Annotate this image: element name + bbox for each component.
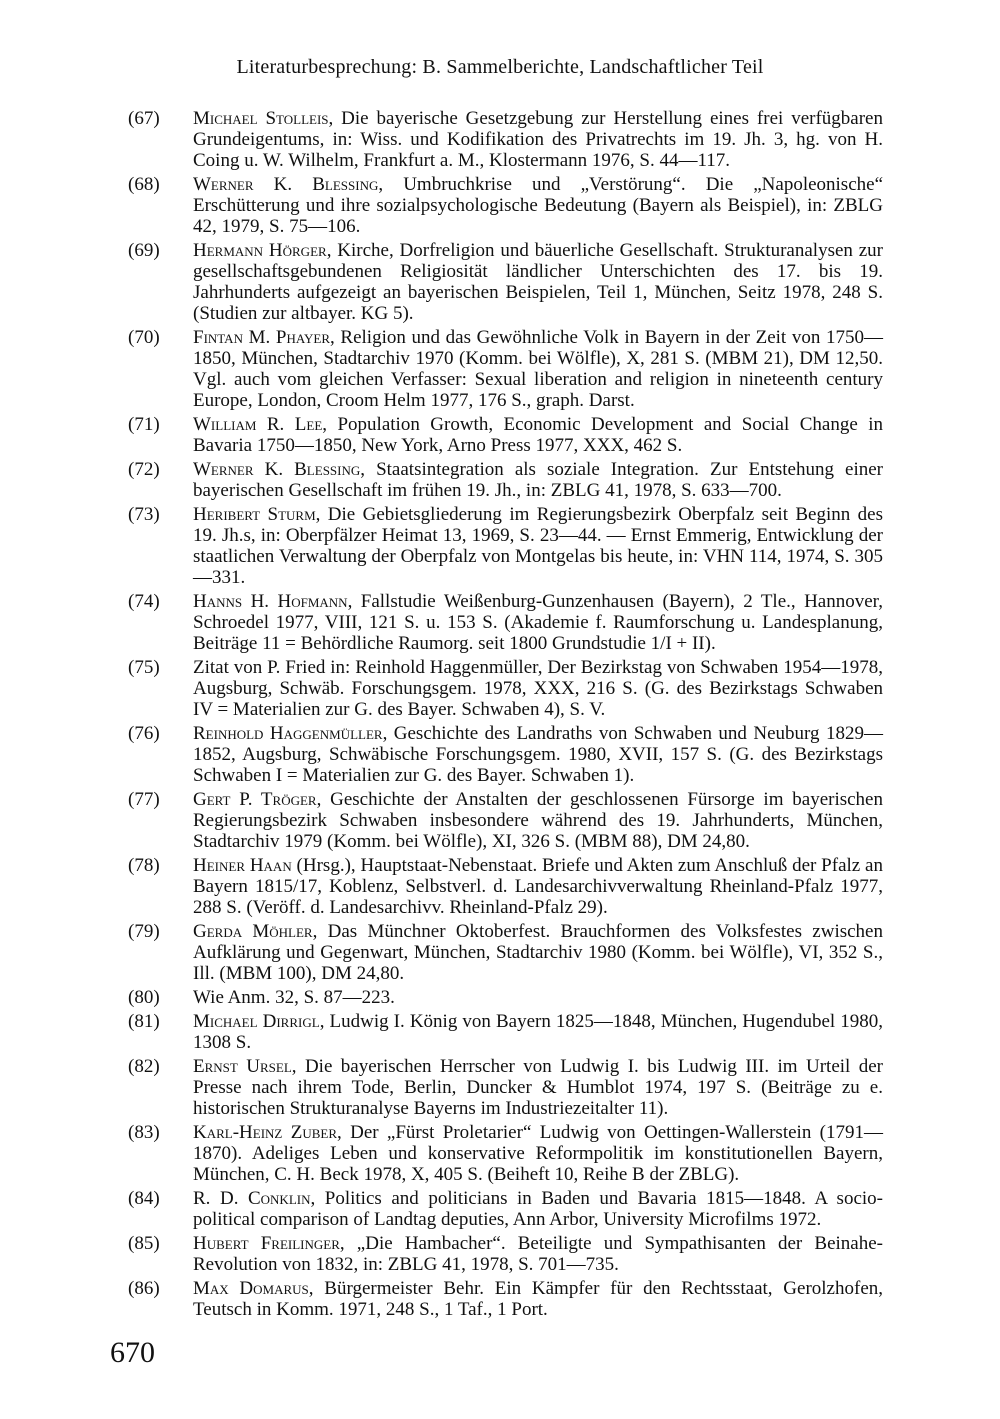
footnote-text: , Die Gebietsgliederung im Regierungsbezirk Oberpfalz seit Beginn des 19. Jh.s, in: Oberpfälzer Heimat 13, 1969, S. 23—44. — Ernst Emmerig, Entwicklung der staatlichen Verwaltung der Oberpfalz von Montgelas bis heute, in: VHN 114, 1974, S. 305—331.: [193, 504, 883, 588]
footnote-text: , Umbruchkrise und „Verstörung“. Die „Napoleonische“ Erschütterung und ihre sozialpsychologische Bedeutung (Bayern als Beispiel), in: ZBLG 42, 1979, S. 75—106.: [193, 174, 883, 237]
footnote-item: [128, 591, 883, 654]
footnote-item: [128, 240, 883, 324]
footnote-number: (82): [128, 1056, 160, 1077]
footnote-text: , Bürgermeister Behr. Ein Kämpfer für den Rechtsstaat, Gerolzhofen, Teutsch in Komm. 1971, 248 S., 1 Taf., 1 Port.: [193, 1278, 883, 1320]
footnote-number: (69): [128, 240, 160, 261]
footnote-text: , Politics and politicians in Baden und Bavaria 1815—1848. A socio-political comparison of Landtag deputies, Ann Arbor, University Microfilms 1972.: [193, 1188, 883, 1230]
footnote-text: , Staatsintegration als soziale Integration. Zur Entstehung einer bayerischen Gesellschaft im frühen 19. Jh., in: ZBLG 41, 1978, S. 633—700.: [193, 459, 883, 501]
footnote-item: [128, 1122, 883, 1185]
footnote-author: Reinhold Haggenmüller: [193, 723, 383, 744]
footnote-author: Max Domarus: [193, 1278, 309, 1299]
footnote-item: [128, 723, 883, 786]
footnote-number: (85): [128, 1233, 160, 1254]
footnote-number: (81): [128, 1011, 160, 1032]
footnote-author: R. D. Conklin: [193, 1188, 311, 1209]
footnote-item: [128, 414, 883, 456]
footnote-number: (86): [128, 1278, 160, 1299]
footnote-item: [128, 327, 883, 411]
footnote-text: Wie Anm. 32, S. 87—223.: [193, 987, 395, 1008]
page-number: 670: [110, 1336, 155, 1369]
footnote-item: [128, 987, 883, 1008]
footnote-author: Heribert Sturm: [193, 504, 316, 525]
footnote-item: [128, 1011, 883, 1053]
footnote-text: , Geschichte des Landraths von Schwaben und Neuburg 1829—1852, Augsburg, Schwäbische Forschungsgem. 1980, XVII, 157 S. (G. des Bezirkstags Schwaben I = Materialien zur G. des Bayer. Schwaben 1).: [193, 723, 883, 786]
footnote-number: (79): [128, 921, 160, 942]
footnote-author: Ernst Ursel: [193, 1056, 292, 1077]
footnote-author: Hermann Hörger: [193, 240, 327, 261]
footnote-author: Michael Stolleis: [193, 108, 329, 129]
footnote-number: (71): [128, 414, 160, 435]
footnote-author: Werner K. Blessing: [193, 174, 379, 195]
footnote-number: (75): [128, 657, 160, 678]
footnote-number: (78): [128, 855, 160, 876]
footnote-author: Hubert Freilinger: [193, 1233, 340, 1254]
footnote-number: (68): [128, 174, 160, 195]
footnote-author: William R. Lee: [193, 414, 323, 435]
footnote-text: , Religion und das Gewöhnliche Volk in Bayern in der Zeit von 1750—1850, München, Stadtarchiv 1970 (Komm. bei Wölfle), X, 281 S. (MBM 21), DM 12,50. Vgl. auch vom gleichen Verfasser: Sexual liberation and religion in nineteenth century Europe, London, Croom Helm 1977, 176 S., graph. Darst.: [193, 327, 883, 411]
footnote-text: , Die bayerischen Herrscher von Ludwig I. bis Ludwig III. im Urteil der Presse nach ihrem Tode, Berlin, Duncker & Humblot 1974, 197 S. (Beiträge zu e. historischen Strukturanalyse Bayerns im Industriezeitalter 11).: [193, 1056, 883, 1119]
footnote-author: Michael Dirrigl: [193, 1011, 320, 1032]
footnote-author: Gerda Möhler: [193, 921, 313, 942]
footnote-author: Heiner Haan: [193, 855, 292, 876]
footnote-text: , Der „Fürst Proletarier“ Ludwig von Oettingen-Wallerstein (1791—1870). Adeliges Leben und konservative Reformpolitik im konstitutionellen Bayern, München, C. H. Beck 1978, X, 405 S. (Beiheft 10, Reihe B der ZBLG).: [193, 1122, 883, 1185]
running-header: Literaturbesprechung: B. Sammelberichte, Landschaftlicher Teil: [236, 56, 764, 78]
footnote-number: (72): [128, 459, 160, 480]
footnote-list: [128, 108, 883, 1323]
footnote-author: Werner K. Blessing: [193, 459, 361, 480]
footnote-text: , Geschichte der Anstalten der geschlossenen Fürsorge im bayerischen Regierungsbezirk Schwaben insbesondere während des 19. Jahrhunderts, München, Stadtarchiv 1979 (Komm. bei Wölfle), XI, 326 S. (MBM 88), DM 24,80.: [193, 789, 883, 852]
footnote-author: Fintan M. Phayer: [193, 327, 331, 348]
footnote-number: (83): [128, 1122, 160, 1143]
footnote-item: [128, 921, 883, 984]
footnote-number: (67): [128, 108, 160, 129]
footnote-text: , Das Münchner Oktoberfest. Brauchformen des Volksfestes zwischen Aufklärung und Gegenwart, München, Stadtarchiv 1980 (Komm. bei Wölfle), VI, 352 S., Ill. (MBM 100), DM 24,80.: [193, 921, 883, 984]
footnote-item: [128, 174, 883, 237]
footnote-item: [128, 1278, 883, 1320]
footnote-text: Zitat von P. Fried in: Reinhold Haggenmüller, Der Bezirkstag von Schwaben 1954—1978, Augsburg, Schwäb. Forschungsgem. 1978, XXX, 216 S. (G. des Bezirkstags Schwaben IV = Materialien zur G. des Bayer. Schwaben 4), S. V.: [193, 657, 883, 720]
footnote-number: (70): [128, 327, 160, 348]
footnote-item: [128, 504, 883, 588]
footnote-number: (80): [128, 987, 160, 1008]
footnote-item: [128, 855, 883, 918]
footnote-item: [128, 1188, 883, 1230]
footnote-number: (73): [128, 504, 160, 525]
footnote-author: Hanns H. Hofmann: [193, 591, 348, 612]
footnote-text: , Kirche, Dorfreligion und bäuerliche Gesellschaft. Strukturanalysen zur gesellschaftsgebundenen Religiosität ländlicher Unterschichten des 17. bis 19. Jahrhunderts aufgezeigt an bayerischen Beispielen, Teil 1, München, Seitz 1978, 248 S. (Studien zur altbayer. KG 5).: [193, 240, 884, 324]
footnote-item: [128, 789, 883, 852]
footnote-item: [128, 657, 883, 720]
footnote-number: (77): [128, 789, 160, 810]
footnote-item: [128, 1056, 883, 1119]
footnote-text: , Ludwig I. König von Bayern 1825—1848, München, Hugendubel 1980, 1308 S.: [193, 1011, 883, 1053]
footnote-author: Karl-Heinz Zuber: [193, 1122, 337, 1143]
footnote-text: , Population Growth, Economic Development and Social Change in Bavaria 1750—1850, New York, Arno Press 1977, XXX, 462 S.: [193, 414, 883, 456]
footnote-item: [128, 1233, 883, 1275]
footnote-text: , Fallstudie Weißenburg-Gunzenhausen (Bayern), 2 Tle., Hannover, Schroedel 1977, VIII, 121 S. u. 153 S. (Akademie f. Raumforschung u. Landesplanung, Beiträge 11 = Behördliche Raumorg. seit 1800 Grundstudie 1/I + II).: [193, 591, 883, 654]
footnote-author: Gert P. Tröger: [193, 789, 317, 810]
footnote-number: (74): [128, 591, 160, 612]
footnote-text: , „Die Hambacher“. Beteiligte und Sympathisanten der Beinahe-Revolution von 1832, in: ZBLG 41, 1978, S. 701—735.: [193, 1233, 883, 1275]
footnote-number: (84): [128, 1188, 160, 1209]
footnote-item: [128, 459, 883, 501]
footnote-text: , Die bayerische Gesetzgebung zur Herstellung eines frei verfügbaren Grundeigentums, in: Wiss. und Kodifikation des Privatrechts im 19. Jh. 3, hg. von H. Coing u. W. Wilhelm, Frankfurt a. M., Klostermann 1976, S. 44—117.: [193, 108, 883, 171]
footnote-number: (76): [128, 723, 160, 744]
footnote-item: [128, 108, 883, 171]
footnote-text: (Hrsg.), Hauptstaat-Nebenstaat. Briefe und Akten zum Anschluß der Pfalz an Bayern 1815/17, Koblenz, Selbstverl. d. Landesarchivverwaltung Rheinland-Pfalz 1977, 288 S. (Veröff. d. Landesarchivv. Rheinland-Pfalz 29).: [193, 855, 883, 918]
